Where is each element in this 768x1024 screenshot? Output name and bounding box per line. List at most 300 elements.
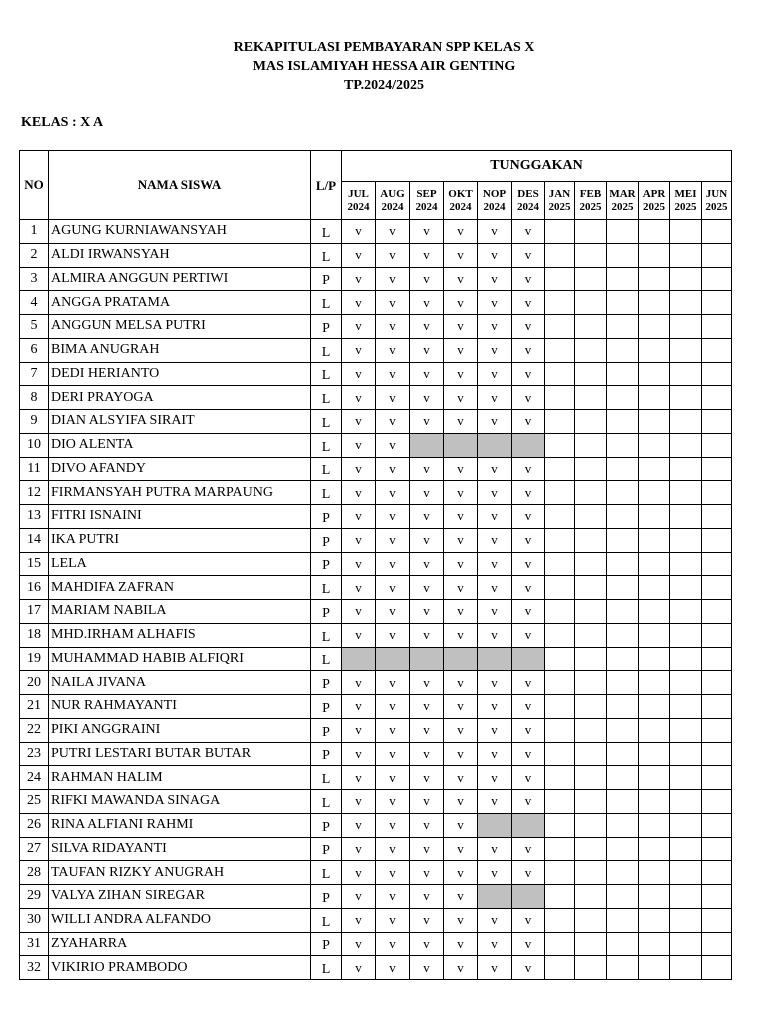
payment-cell-mar [607, 291, 639, 315]
payment-cell-jul: v [342, 552, 376, 576]
payment-cell-jan [545, 457, 575, 481]
payment-cell-jan [545, 623, 575, 647]
payment-cell-aug: v [376, 837, 410, 861]
student-gender: L [311, 433, 342, 457]
table-row [20, 267, 732, 291]
payment-cell-sep: v [410, 457, 444, 481]
payment-cell-des: v [512, 552, 545, 576]
month-year: 2025 [579, 200, 602, 213]
student-gender: L [311, 457, 342, 481]
payment-cell-mar [607, 528, 639, 552]
student-name: FITRI ISNAINI [49, 505, 311, 529]
payment-cell-nop: v [478, 315, 512, 339]
payment-cell-des: v [512, 505, 545, 529]
month-year: 2025 [674, 200, 697, 213]
payment-cell-jun [702, 315, 732, 339]
payment-cell-jan [545, 528, 575, 552]
payment-cell-sep: v [410, 766, 444, 790]
month-year: 2025 [705, 200, 728, 213]
table-row [20, 576, 732, 600]
payment-cell-mar [607, 243, 639, 267]
table-row [20, 742, 732, 766]
payment-cell-jul: v [342, 885, 376, 909]
header-lp: L/P [311, 151, 342, 220]
payment-cell-okt: v [444, 623, 478, 647]
table-row [20, 338, 732, 362]
student-gender: P [311, 552, 342, 576]
payment-cell-mei [670, 552, 702, 576]
payment-cell-apr [639, 695, 670, 719]
payment-cell-jun [702, 623, 732, 647]
payment-cell-feb [575, 623, 607, 647]
payment-cell-sep: v [410, 552, 444, 576]
payment-cell-jul: v [342, 861, 376, 885]
table-row [20, 861, 732, 885]
month-name: AUG [380, 187, 405, 200]
payment-cell-apr [639, 243, 670, 267]
student-gender: L [311, 410, 342, 434]
payment-cell-jul: v [342, 790, 376, 814]
payment-cell-mar [607, 362, 639, 386]
payment-cell-nop: v [478, 956, 512, 980]
table-row [20, 386, 732, 410]
payment-cell-nop: v [478, 718, 512, 742]
row-number: 3 [20, 267, 49, 291]
table-row [20, 813, 732, 837]
payment-cell-mei [670, 386, 702, 410]
payment-cell-mei [670, 243, 702, 267]
table-row [20, 766, 732, 790]
payment-cell-jul: v [342, 528, 376, 552]
row-number: 31 [20, 932, 49, 956]
payment-cell-jun [702, 766, 732, 790]
table-row [20, 505, 732, 529]
payment-cell-jan [545, 766, 575, 790]
student-name: NUR RAHMAYANTI [49, 695, 311, 719]
payment-cell-okt: v [444, 243, 478, 267]
payment-cell-mei [670, 742, 702, 766]
row-number: 10 [20, 433, 49, 457]
payment-cell-mar [607, 718, 639, 742]
payment-cell-apr [639, 576, 670, 600]
row-number: 8 [20, 386, 49, 410]
payment-cell-aug: v [376, 505, 410, 529]
row-number: 15 [20, 552, 49, 576]
month-name: JUN [705, 187, 728, 200]
payment-cell-mar [607, 885, 639, 909]
payment-cell-jun [702, 671, 732, 695]
student-gender: P [311, 837, 342, 861]
payment-cell-nop [478, 647, 512, 671]
payment-cell-jun [702, 362, 732, 386]
payment-cell-jan [545, 647, 575, 671]
header-month-sep [410, 182, 444, 220]
payment-cell-jun [702, 932, 732, 956]
payment-cell-okt: v [444, 576, 478, 600]
payment-cell-jan [545, 576, 575, 600]
payment-cell-nop: v [478, 220, 512, 244]
payment-cell-feb [575, 932, 607, 956]
payment-cell-aug: v [376, 742, 410, 766]
month-year: 2025 [548, 200, 571, 213]
payment-cell-aug: v [376, 695, 410, 719]
student-gender: P [311, 742, 342, 766]
payment-cell-des: v [512, 908, 545, 932]
payment-cell-des: v [512, 576, 545, 600]
payment-cell-apr [639, 766, 670, 790]
month-name: APR [642, 187, 666, 200]
payment-cell-sep: v [410, 315, 444, 339]
row-number: 11 [20, 457, 49, 481]
student-gender: L [311, 956, 342, 980]
student-name: MAHDIFA ZAFRAN [49, 576, 311, 600]
payment-cell-okt: v [444, 718, 478, 742]
row-number: 9 [20, 410, 49, 434]
payment-cell-apr [639, 956, 670, 980]
payment-cell-okt: v [444, 291, 478, 315]
payment-cell-des: v [512, 338, 545, 362]
student-gender: L [311, 766, 342, 790]
payment-cell-jan [545, 885, 575, 909]
payment-cell-okt: v [444, 766, 478, 790]
payment-cell-apr [639, 600, 670, 624]
payment-cell-apr [639, 908, 670, 932]
payment-cell-jul: v [342, 291, 376, 315]
payment-cell-mar [607, 433, 639, 457]
row-number: 1 [20, 220, 49, 244]
payment-cell-jan [545, 267, 575, 291]
student-name: LELA [49, 552, 311, 576]
payment-cell-jul: v [342, 671, 376, 695]
payment-cell-okt [444, 433, 478, 457]
payment-cell-mei [670, 718, 702, 742]
payment-cell-sep: v [410, 338, 444, 362]
payment-cell-sep: v [410, 386, 444, 410]
payment-cell-mei [670, 528, 702, 552]
payment-cell-apr [639, 315, 670, 339]
payment-cell-apr [639, 647, 670, 671]
payment-cell-feb [575, 410, 607, 434]
payment-cell-nop: v [478, 623, 512, 647]
payment-cell-jan [545, 790, 575, 814]
payment-cell-mei [670, 291, 702, 315]
payment-cell-des: v [512, 695, 545, 719]
student-gender: L [311, 576, 342, 600]
payment-cell-nop: v [478, 908, 512, 932]
payment-cell-sep: v [410, 291, 444, 315]
payment-cell-okt: v [444, 861, 478, 885]
payment-cell-jun [702, 243, 732, 267]
payment-cell-jun [702, 861, 732, 885]
payment-cell-des: v [512, 766, 545, 790]
student-name: MHD.IRHAM ALHAFIS [49, 623, 311, 647]
payment-cell-jul [342, 647, 376, 671]
student-name: ZYAHARRA [49, 932, 311, 956]
payment-cell-des: v [512, 315, 545, 339]
payment-cell-mar [607, 671, 639, 695]
payment-cell-mar [607, 338, 639, 362]
payment-cell-des: v [512, 718, 545, 742]
payment-cell-jun [702, 481, 732, 505]
payment-cell-feb [575, 220, 607, 244]
student-name: DIVO AFANDY [49, 457, 311, 481]
student-gender: P [311, 885, 342, 909]
student-gender: P [311, 505, 342, 529]
table-row [20, 528, 732, 552]
payment-cell-jul: v [342, 433, 376, 457]
payment-cell-feb [575, 861, 607, 885]
payment-cell-apr [639, 718, 670, 742]
table-row [20, 695, 732, 719]
payment-cell-aug [376, 647, 410, 671]
student-name: TAUFAN RIZKY ANUGRAH [49, 861, 311, 885]
payment-cell-jan [545, 813, 575, 837]
payment-cell-jan [545, 552, 575, 576]
payment-cell-mar [607, 552, 639, 576]
payment-cell-okt: v [444, 552, 478, 576]
payment-cell-jan [545, 505, 575, 529]
student-name: VIKIRIO PRAMBODO [49, 956, 311, 980]
payment-cell-jul: v [342, 623, 376, 647]
payment-cell-sep: v [410, 790, 444, 814]
payment-cell-des: v [512, 600, 545, 624]
payment-cell-mei [670, 481, 702, 505]
payment-cell-jan [545, 861, 575, 885]
payment-cell-des: v [512, 243, 545, 267]
payment-cell-mei [670, 267, 702, 291]
payment-cell-mar [607, 837, 639, 861]
payment-cell-nop: v [478, 243, 512, 267]
header-month-apr [639, 182, 670, 220]
payment-cell-sep: v [410, 505, 444, 529]
student-name: DIAN ALSYIFA SIRAIT [49, 410, 311, 434]
payment-cell-jul: v [342, 742, 376, 766]
payment-cell-des: v [512, 386, 545, 410]
header-month-jul [342, 182, 376, 220]
payment-cell-jan [545, 291, 575, 315]
payment-cell-okt: v [444, 315, 478, 339]
table-row [20, 932, 732, 956]
payment-cell-mar [607, 790, 639, 814]
payment-cell-apr [639, 362, 670, 386]
payment-cell-jul: v [342, 505, 376, 529]
table-row [20, 457, 732, 481]
payment-cell-mar [607, 695, 639, 719]
payment-cell-des: v [512, 220, 545, 244]
payment-cell-jul: v [342, 338, 376, 362]
student-name: ALMIRA ANGGUN PERTIWI [49, 267, 311, 291]
table-row [20, 291, 732, 315]
payment-cell-aug: v [376, 315, 410, 339]
student-name: RIFKI MAWANDA SINAGA [49, 790, 311, 814]
row-number: 6 [20, 338, 49, 362]
payment-cell-okt: v [444, 908, 478, 932]
month-year: 2025 [643, 200, 665, 213]
payment-cell-aug: v [376, 481, 410, 505]
student-name: DEDI HERIANTO [49, 362, 311, 386]
payment-cell-des: v [512, 956, 545, 980]
payment-cell-jul: v [342, 908, 376, 932]
payment-cell-nop [478, 813, 512, 837]
payment-cell-aug: v [376, 267, 410, 291]
payment-cell-mar [607, 861, 639, 885]
payment-cell-feb [575, 433, 607, 457]
student-name: SILVA RIDAYANTI [49, 837, 311, 861]
payment-cell-jun [702, 410, 732, 434]
row-number: 24 [20, 766, 49, 790]
payment-cell-nop: v [478, 766, 512, 790]
student-name: ALDI IRWANSYAH [49, 243, 311, 267]
month-name: NOP [482, 187, 507, 200]
month-year: 2025 [611, 200, 634, 213]
payment-cell-jul: v [342, 576, 376, 600]
student-gender: L [311, 623, 342, 647]
payment-cell-jul: v [342, 410, 376, 434]
student-gender: L [311, 790, 342, 814]
payment-cell-jul: v [342, 766, 376, 790]
payment-cell-apr [639, 457, 670, 481]
payment-cell-feb [575, 790, 607, 814]
payment-cell-okt: v [444, 362, 478, 386]
student-gender: L [311, 481, 342, 505]
month-year: 2024 [483, 200, 506, 213]
row-number: 26 [20, 813, 49, 837]
payment-cell-okt: v [444, 956, 478, 980]
payment-cell-mar [607, 267, 639, 291]
payment-cell-aug: v [376, 528, 410, 552]
payment-cell-jun [702, 528, 732, 552]
payment-cell-mei [670, 790, 702, 814]
student-name: ANGGUN MELSA PUTRI [49, 315, 311, 339]
payment-cell-jul: v [342, 220, 376, 244]
title-line-3: TP.2024/2025 [344, 78, 424, 93]
payment-cell-feb [575, 481, 607, 505]
payment-cell-jul: v [342, 457, 376, 481]
student-gender: L [311, 647, 342, 671]
row-number: 30 [20, 908, 49, 932]
row-number: 27 [20, 837, 49, 861]
payment-cell-jan [545, 908, 575, 932]
payment-cell-sep: v [410, 481, 444, 505]
payment-cell-mei [670, 576, 702, 600]
row-number: 4 [20, 291, 49, 315]
student-name: DIO ALENTA [49, 433, 311, 457]
header-month-aug [376, 182, 410, 220]
table-row [20, 362, 732, 386]
table-row [20, 718, 732, 742]
payment-cell-feb [575, 695, 607, 719]
payment-cell-feb [575, 243, 607, 267]
payment-cell-apr [639, 267, 670, 291]
table-row [20, 671, 732, 695]
payment-cell-des: v [512, 267, 545, 291]
payment-cell-feb [575, 908, 607, 932]
payment-cell-okt: v [444, 410, 478, 434]
payment-cell-okt: v [444, 338, 478, 362]
student-gender: P [311, 315, 342, 339]
payment-cell-mar [607, 908, 639, 932]
document-title [0, 38, 768, 95]
payment-cell-nop: v [478, 576, 512, 600]
payment-cell-apr [639, 386, 670, 410]
payment-cell-mei [670, 837, 702, 861]
payment-cell-sep: v [410, 718, 444, 742]
payment-cell-jul: v [342, 956, 376, 980]
table-row [20, 600, 732, 624]
payment-cell-nop [478, 433, 512, 457]
payment-cell-apr [639, 861, 670, 885]
payment-cell-mei [670, 362, 702, 386]
payment-cell-apr [639, 837, 670, 861]
payment-cell-jun [702, 813, 732, 837]
payment-cell-jun [702, 552, 732, 576]
payment-cell-feb [575, 267, 607, 291]
payment-cell-apr [639, 410, 670, 434]
payment-cell-mei [670, 505, 702, 529]
payment-cell-nop: v [478, 671, 512, 695]
row-number: 20 [20, 671, 49, 695]
payment-cell-sep [410, 647, 444, 671]
row-number: 25 [20, 790, 49, 814]
row-number: 22 [20, 718, 49, 742]
payment-cell-jun [702, 790, 732, 814]
header-month-mar [607, 182, 639, 220]
payment-cell-mar [607, 623, 639, 647]
title-line-1: REKAPITULASI PEMBAYARAN SPP KELAS X [233, 40, 535, 55]
student-name: PIKI ANGGRAINI [49, 718, 311, 742]
payment-cell-apr [639, 552, 670, 576]
payment-cell-aug: v [376, 338, 410, 362]
student-gender: L [311, 220, 342, 244]
class-label: KELAS : X A [21, 115, 104, 130]
payment-cell-mar [607, 386, 639, 410]
payment-cell-nop: v [478, 362, 512, 386]
row-number: 19 [20, 647, 49, 671]
payment-cell-nop: v [478, 386, 512, 410]
payment-cell-okt: v [444, 457, 478, 481]
payment-cell-mar [607, 600, 639, 624]
payment-cell-nop: v [478, 861, 512, 885]
payment-cell-mei [670, 671, 702, 695]
payment-cell-sep: v [410, 243, 444, 267]
payment-cell-okt: v [444, 742, 478, 766]
payment-cell-feb [575, 315, 607, 339]
payment-cell-jul: v [342, 718, 376, 742]
payment-cell-sep: v [410, 695, 444, 719]
student-gender: L [311, 908, 342, 932]
student-name: IKA PUTRI [49, 528, 311, 552]
payment-cell-feb [575, 291, 607, 315]
payment-cell-okt: v [444, 481, 478, 505]
payment-cell-jun [702, 338, 732, 362]
payment-cell-sep: v [410, 576, 444, 600]
payment-cell-okt: v [444, 671, 478, 695]
payment-cell-aug: v [376, 908, 410, 932]
payment-cell-jul: v [342, 315, 376, 339]
payment-cell-apr [639, 433, 670, 457]
payment-cell-des: v [512, 742, 545, 766]
payment-cell-sep: v [410, 813, 444, 837]
payment-cell-jun [702, 908, 732, 932]
header-month-feb [575, 182, 607, 220]
row-number: 5 [20, 315, 49, 339]
table-row [20, 220, 732, 244]
payment-cell-sep: v [410, 742, 444, 766]
payment-cell-aug: v [376, 885, 410, 909]
payment-cell-feb [575, 552, 607, 576]
header-month-des [512, 182, 545, 220]
payment-cell-des: v [512, 671, 545, 695]
